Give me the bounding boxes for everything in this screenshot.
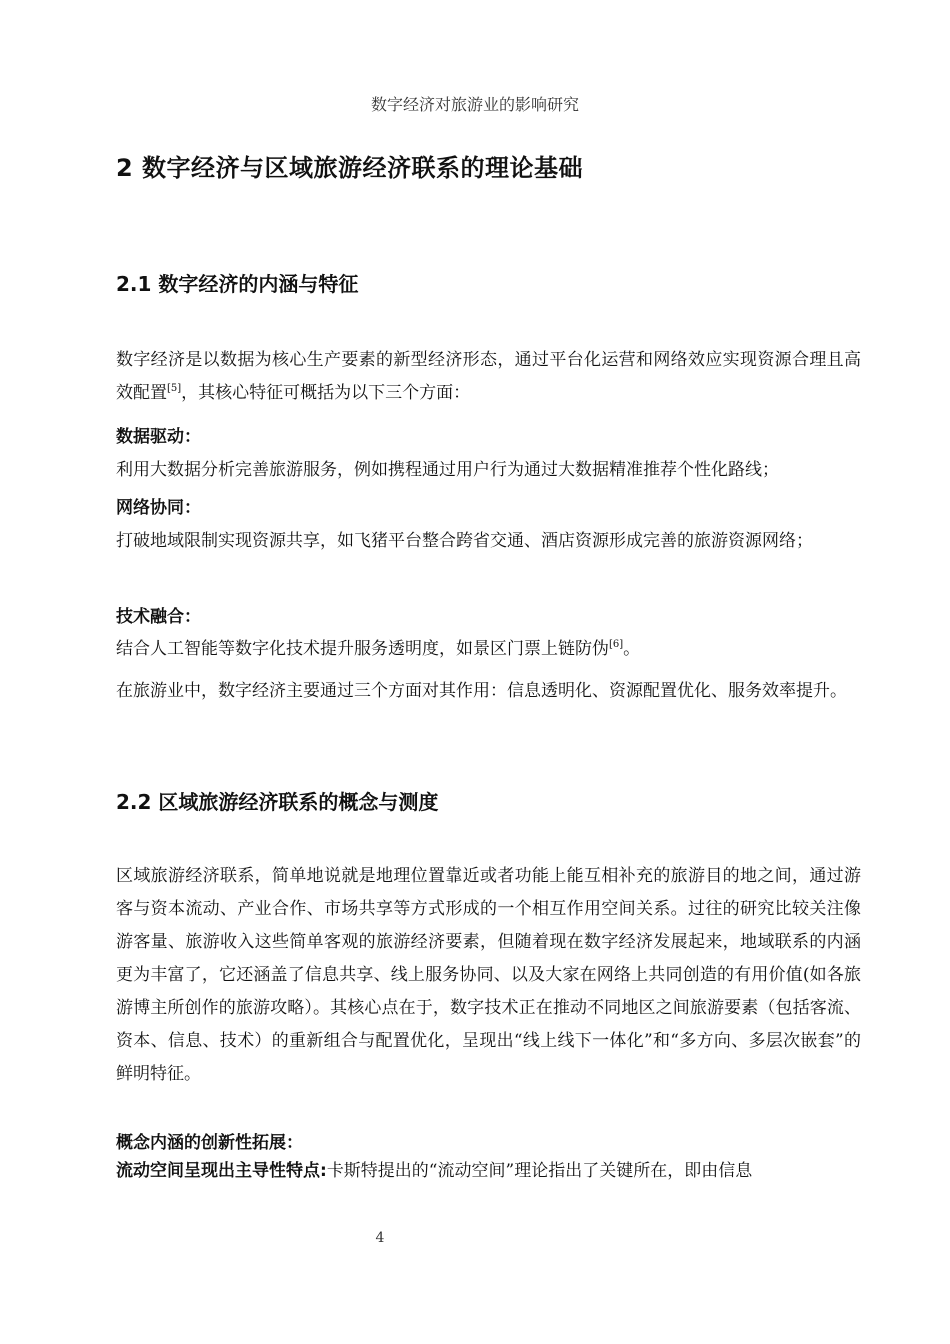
intro-text: 数字经济是以数据为核心生产要素的新型经济形态，通过平台化运营和网络效应实现资源合理且高效配置 — [116, 350, 861, 403]
running-header: 数字经济对旅游业的影响研究 — [370, 95, 579, 114]
section-2-1-heading: 2.1 数字经济的内涵与特征 — [116, 272, 359, 296]
section-2-2-heading: 2.2 区域旅游经济联系的概念与测度 — [116, 790, 439, 814]
text-data-driven: 利用大数据分析完善旅游服务，例如携程通过用户行为通过大数据精准推荐个性化路线； — [116, 460, 779, 480]
text-network-collaboration: 打破地域限制实现资源共享，如飞猪平台整合跨省交通、酒店资源形成完善的旅游资源网络； — [116, 531, 813, 551]
section-2-2-paragraph: 区域旅游经济联系，简单地说就是地理位置靠近或者功能上能互相补充的旅游目的地之间，通过游客与资本流动、产业合作、市场共享等方式形成的一个相互作用空间关系。过往的研究比较关注像游客量、旅游收入这些简单客观的旅游经济要素，但随着现在数字经济发展起来，地域联系的内涵更为丰富了，它还涵盖了信息共享、线上服务协同、以及大家在网络上共同创造的有用价值(如各旅游博主所创作的旅游攻略）。其核心点在于，数字技术正在推动不同地区之间旅游要素（包括客流、资本、信息、技术）的重新组合与配置优化，呈现出“线上线下一体化”和“多方向、多层次嵌套”的鲜明特征。 — [116, 866, 861, 1084]
intro-text-end: ，其核心特征可概括为以下三个方面： — [181, 383, 471, 403]
section-2-1-intro — [116, 344, 861, 410]
label-tech-fusion: 技术融合： — [116, 607, 201, 627]
flow-space-text: 卡斯特提出的“流动空间”理论指出了关键所在，即由信息 — [326, 1161, 753, 1181]
tech-fusion-end: 。 — [623, 639, 641, 659]
section-2-1-summary: 在旅游业中，数字经济主要通过三个方面对其作用：信息透明化、资源配置优化、服务效率提升。 — [116, 681, 847, 701]
citation-5: [5] — [167, 383, 182, 394]
chapter-title: 2 数字经济与区域旅游经济联系的理论基础 — [116, 154, 584, 182]
flow-space-label: 流动空间呈现出主导性特点: — [116, 1161, 327, 1181]
label-data-driven: 数据驱动： — [116, 427, 201, 447]
text-tech-fusion — [116, 633, 861, 666]
flow-space-paragraph — [116, 1155, 861, 1188]
citation-6: [6] — [609, 639, 624, 650]
page-number: 4 — [375, 1230, 385, 1246]
label-network-collaboration: 网络协同： — [116, 498, 201, 518]
tech-fusion-text: 结合人工智能等数字化技术提升服务透明度，如景区门票上链防伪 — [116, 639, 609, 659]
label-concept-extension: 概念内涵的创新性拓展： — [116, 1133, 303, 1153]
